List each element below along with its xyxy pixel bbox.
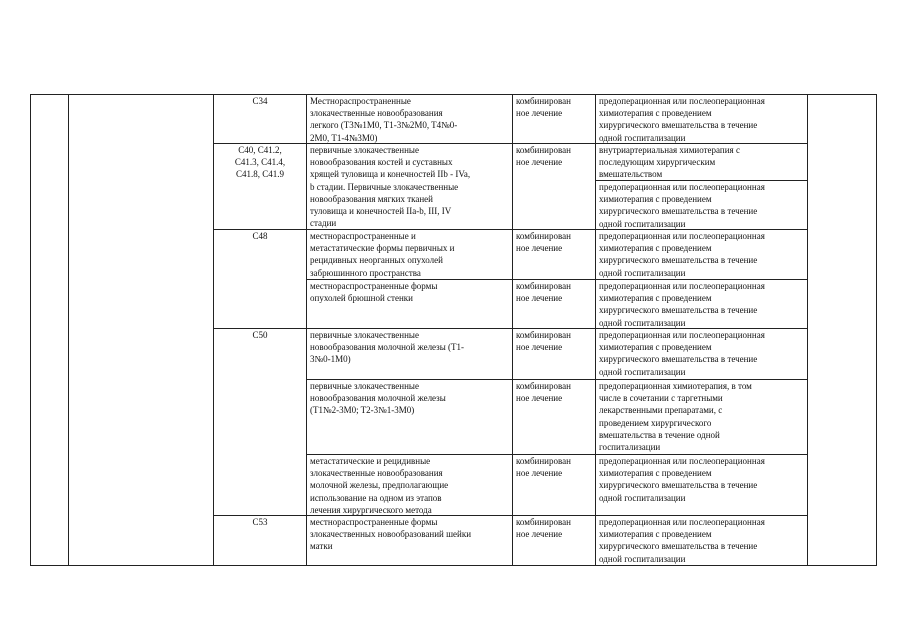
treatment-method-cell: предоперационная или послеоперационная химиотерапия с проведением хирургического вмешательства в течение одной госпитализации: [599, 96, 765, 143]
treatment-type-cell: комбинирован ное лечение: [516, 281, 571, 304]
column-divider: [876, 94, 877, 566]
treatment-method-cell: предоперационная или послеоперационная химиотерапия с проведением хирургического вмешательства в течение одной госпитализации: [599, 456, 765, 503]
treatment-method-cell: предоперационная или послеоперационная химиотерапия с проведением хирургического вмешательства в течение одной госпитализации: [599, 517, 765, 564]
treatment-method-cell: предоперационная или послеоперационная химиотерапия с проведением хирургического вмешательства в течение одной госпитализации: [599, 231, 765, 278]
icd-code-cell: C50: [252, 330, 268, 340]
treatment-type-cell: комбинирован ное лечение: [516, 231, 571, 254]
column-divider: [512, 94, 513, 566]
diagnosis-cell: местнораспространенные и метастатические формы первичных и рецидивных неорганных опухолей забрюшинного пространства: [310, 231, 455, 278]
treatment-type-cell: комбинирован ное лечение: [516, 330, 571, 353]
diagnosis-cell: первичные злокачественные новообразования костей и суставных хрящей туловища и конечностей IIb - IVa, b стадии. Первичные злокачественные новообразования мягких тканей туловища и конечностей IIa-b, III, IV стадии: [310, 145, 471, 229]
diagnosis-cell: Местнораспространенные злокачественные новообразования легкого (T3№1M0, T1-3№2M0, T4№0- 2M0, T1-4№3M0): [310, 96, 458, 143]
table-border-bottom: [30, 565, 876, 566]
diagnosis-cell: местнораспространенные формы опухолей брюшной стенки: [310, 281, 438, 304]
diagnosis-cell: первичные злокачественные новообразования молочной железы (T1№2-3M0; T2-3№1-3M0): [310, 381, 446, 416]
treatment-method-cell: предоперационная химиотерапия, в том числе в сочетании с таргетными лекарственными препаратами, с проведением хирургического вмешательства в течение одной госпитализации: [599, 381, 752, 453]
treatment-type-cell: комбинирован ное лечение: [516, 145, 571, 168]
treatment-method-cell: предоперационная или послеоперационная химиотерапия с проведением хирургического вмешательства в течение одной госпитализации: [599, 330, 765, 377]
icd-code-cell: C53: [252, 517, 268, 527]
diagnosis-cell: местнораспространенные формы злокачественных новообразований шейки матки: [310, 517, 472, 552]
icd-code-cell: C34: [252, 96, 268, 106]
column-divider: [807, 94, 808, 566]
column-divider: [30, 94, 31, 566]
column-divider: [306, 94, 307, 566]
column-divider: [68, 94, 69, 566]
treatment-type-cell: комбинирован ное лечение: [516, 381, 571, 404]
column-divider: [595, 94, 596, 566]
diagnosis-cell: первичные злокачественные новообразования молочной железы (T1- 3№0-1M0): [310, 330, 465, 365]
treatment-method-cell: внутриартериальная химиотерапия с последующим хирургическим вмешательством: [599, 145, 740, 180]
treatment-type-cell: комбинирован ное лечение: [516, 96, 571, 119]
diagnosis-cell: метастатические и рецидивные злокачественные новообразования молочной железы, предполагающие использование на одном из этапов лечения хирургического метода: [310, 456, 449, 515]
icd-code-cell: C40, C41.2, C41.3, C41.4, C41.8, C41.9: [234, 145, 286, 180]
treatment-type-cell: комбинирован ное лечение: [516, 517, 571, 540]
treatment-method-cell: предоперационная или послеоперационная химиотерапия с проведением хирургического вмешательства в течение одной госпитализации: [599, 281, 765, 328]
treatment-type-cell: комбинирован ное лечение: [516, 456, 571, 479]
treatment-method-cell: предоперационная или послеоперационная химиотерапия с проведением хирургического вмешательства в течение одной госпитализации: [599, 182, 765, 229]
icd-code-cell: C48: [252, 231, 268, 241]
